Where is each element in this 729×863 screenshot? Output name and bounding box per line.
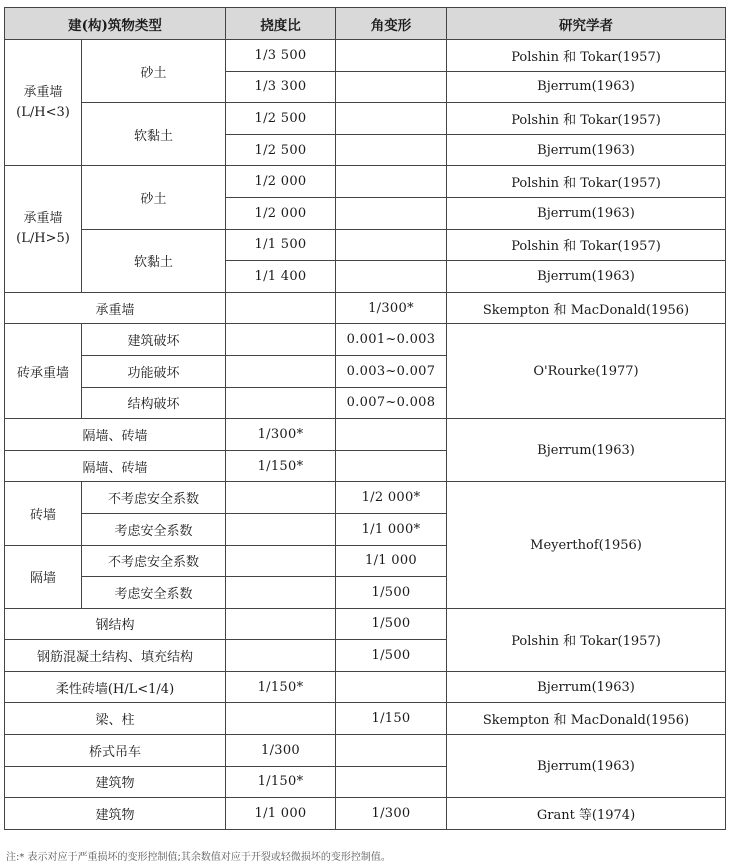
table-row xyxy=(5,324,726,356)
angular-cell xyxy=(336,671,447,703)
deflection-cell: 1/2 500 xyxy=(226,103,336,135)
researcher-cell: Skempton 和 MacDonald(1956) xyxy=(447,703,726,735)
table-row xyxy=(5,103,726,135)
type-cell: 梁、柱 xyxy=(5,703,226,735)
type-cell: 柔性砖墙(H/L<1/4) xyxy=(5,671,226,703)
header-angular: 角变形 xyxy=(336,8,447,40)
table-header xyxy=(5,8,726,40)
sub-type-cell: 软黏土 xyxy=(82,103,226,166)
deflection-cell xyxy=(226,387,336,419)
angular-cell: 1/1 000 xyxy=(336,545,447,577)
table-row xyxy=(5,419,726,451)
researcher-cell: Grant 等(1974) xyxy=(447,798,726,830)
sub-type-cell: 软黏土 xyxy=(82,229,226,292)
angular-cell: 1/2 000* xyxy=(336,482,447,514)
table-row xyxy=(5,798,726,830)
deflection-cell: 1/1 400 xyxy=(226,261,336,293)
group-label: 砖承重墙 xyxy=(5,324,82,419)
researcher-cell: Bjerrum(1963) xyxy=(447,671,726,703)
group-label: 承重墙 (L/H>5) xyxy=(5,166,82,292)
deflection-cell: 1/2 500 xyxy=(226,134,336,166)
angular-cell xyxy=(336,419,447,451)
sub-type-cell: 结构破坏 xyxy=(82,387,226,419)
angular-cell: 1/500 xyxy=(336,577,447,609)
deflection-cell: 1/2 000 xyxy=(226,197,336,229)
header-researcher: 研究学者 xyxy=(447,8,726,40)
deflection-cell xyxy=(226,608,336,640)
type-cell: 承重墙 xyxy=(5,292,226,324)
angular-cell xyxy=(336,766,447,798)
angular-cell xyxy=(336,450,447,482)
header-deflection: 挠度比 xyxy=(226,8,336,40)
table-row xyxy=(5,482,726,514)
group-label: 隔墙 xyxy=(5,545,82,608)
angular-cell: 1/300* xyxy=(336,292,447,324)
researcher-cell: Bjerrum(1963) xyxy=(447,735,726,798)
angular-cell: 1/150 xyxy=(336,703,447,735)
angular-cell: 1/1 000* xyxy=(336,513,447,545)
table-row xyxy=(5,608,726,640)
deflection-cell xyxy=(226,482,336,514)
researcher-cell: Polshin 和 Tokar(1957) xyxy=(447,229,726,261)
researcher-cell: Bjerrum(1963) xyxy=(447,134,726,166)
type-cell: 桥式吊车 xyxy=(5,735,226,767)
angular-cell xyxy=(336,261,447,293)
angular-cell: 1/500 xyxy=(336,640,447,672)
type-cell: 建筑物 xyxy=(5,798,226,830)
group-label: 砖墙 xyxy=(5,482,82,545)
table-row xyxy=(5,229,726,261)
deflection-cell: 1/300* xyxy=(226,419,336,451)
angular-cell xyxy=(336,166,447,198)
angular-cell xyxy=(336,71,447,103)
deflection-cell xyxy=(226,292,336,324)
sub-type-cell: 考虑安全系数 xyxy=(82,577,226,609)
type-cell: 钢结构 xyxy=(5,608,226,640)
table-footnote: 注:* 表示对应于严重损坏的变形控制值;其余数值对应于开裂或轻微损坏的变形控制值。 xyxy=(6,852,391,863)
angular-cell xyxy=(336,40,447,72)
sub-type-cell: 砂土 xyxy=(82,40,226,103)
angular-cell: 0.003~0.007 xyxy=(336,355,447,387)
table-row xyxy=(5,292,726,324)
researcher-cell: Bjerrum(1963) xyxy=(447,71,726,103)
researcher-cell: Bjerrum(1963) xyxy=(447,197,726,229)
sub-type-cell: 功能破坏 xyxy=(82,355,226,387)
sub-type-cell: 砂土 xyxy=(82,166,226,229)
deflection-cell xyxy=(226,577,336,609)
table-row xyxy=(5,703,726,735)
header-type: 建(构)筑物类型 xyxy=(5,8,226,40)
researcher-cell: Polshin 和 Tokar(1957) xyxy=(447,608,726,671)
table-row xyxy=(5,735,726,767)
deflection-cell xyxy=(226,545,336,577)
researcher-cell: Skempton 和 MacDonald(1956) xyxy=(447,292,726,324)
deflection-cell: 1/2 000 xyxy=(226,166,336,198)
deflection-cell xyxy=(226,640,336,672)
table-row xyxy=(5,40,726,72)
deflection-cell xyxy=(226,513,336,545)
header-row xyxy=(5,8,726,40)
table-row xyxy=(5,166,726,198)
researcher-cell: Bjerrum(1963) xyxy=(447,261,726,293)
sub-type-cell: 不考虑安全系数 xyxy=(82,545,226,577)
deflection-cell: 1/150* xyxy=(226,766,336,798)
researcher-cell: O'Rourke(1977) xyxy=(447,324,726,419)
deflection-cell xyxy=(226,355,336,387)
deflection-cell xyxy=(226,703,336,735)
group-label: 承重墙 (L/H<3) xyxy=(5,40,82,166)
deflection-cell xyxy=(226,324,336,356)
researcher-cell: Polshin 和 Tokar(1957) xyxy=(447,40,726,72)
angular-cell xyxy=(336,197,447,229)
angular-cell xyxy=(336,103,447,135)
deflection-cell: 1/150* xyxy=(226,671,336,703)
deflection-cell: 1/3 500 xyxy=(226,40,336,72)
angular-cell xyxy=(336,134,447,166)
researcher-cell: Polshin 和 Tokar(1957) xyxy=(447,103,726,135)
sub-type-cell: 不考虑安全系数 xyxy=(82,482,226,514)
deflection-cell: 1/1 500 xyxy=(226,229,336,261)
type-cell: 钢筋混凝土结构、填充结构 xyxy=(5,640,226,672)
angular-cell: 0.007~0.008 xyxy=(336,387,447,419)
deflection-cell: 1/1 000 xyxy=(226,798,336,830)
angular-cell xyxy=(336,735,447,767)
researcher-cell: Meyerthof(1956) xyxy=(447,482,726,608)
type-cell: 隔墙、砖墙 xyxy=(5,450,226,482)
table-row xyxy=(5,671,726,703)
angular-cell: 0.001~0.003 xyxy=(336,324,447,356)
criteria-table xyxy=(4,7,726,830)
researcher-cell: Bjerrum(1963) xyxy=(447,419,726,482)
deflection-cell: 1/150* xyxy=(226,450,336,482)
deflection-cell: 1/300 xyxy=(226,735,336,767)
researcher-cell: Polshin 和 Tokar(1957) xyxy=(447,166,726,198)
table-body xyxy=(5,40,726,830)
sub-type-cell: 建筑破坏 xyxy=(82,324,226,356)
type-cell: 建筑物 xyxy=(5,766,226,798)
deflection-cell: 1/3 300 xyxy=(226,71,336,103)
angular-cell: 1/300 xyxy=(336,798,447,830)
sub-type-cell: 考虑安全系数 xyxy=(82,513,226,545)
type-cell: 隔墙、砖墙 xyxy=(5,419,226,451)
angular-cell: 1/500 xyxy=(336,608,447,640)
angular-cell xyxy=(336,229,447,261)
